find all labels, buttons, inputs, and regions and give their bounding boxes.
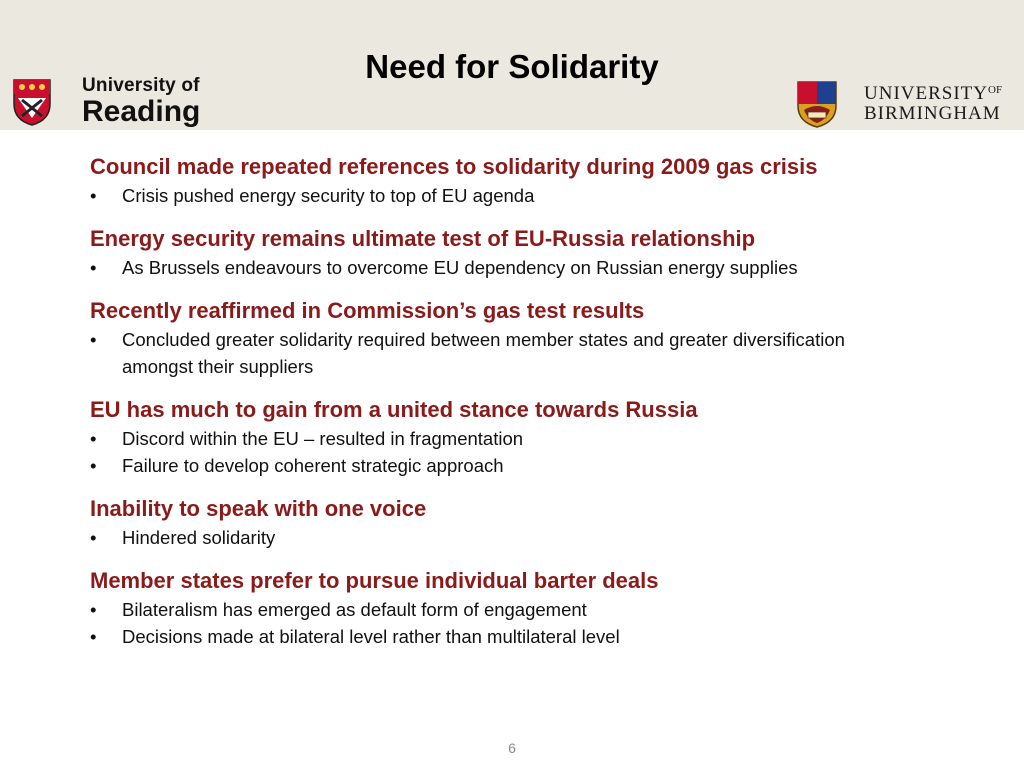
section-energy-security bbox=[90, 224, 990, 281]
bullet-item: • Bilateralism has emerged as default form of engagement bbox=[90, 596, 990, 623]
birmingham-logo-of: OF bbox=[988, 84, 1003, 97]
section-solidarity-2009 bbox=[90, 152, 990, 209]
birmingham-logo-line1: UNIVERSITY bbox=[864, 83, 988, 105]
section-commission-gas-test bbox=[90, 296, 990, 380]
section-one-voice bbox=[90, 494, 990, 551]
slide-title: Need for Solidarity bbox=[365, 48, 659, 85]
section-heading: EU has much to gain from a united stance towards Russia bbox=[90, 397, 698, 422]
university-of-birmingham-logo bbox=[796, 80, 1002, 128]
section-united-stance bbox=[90, 395, 990, 479]
bullet-item: • Concluded greater solidarity required between member states and greater diversification amongst their suppliers bbox=[90, 326, 890, 380]
bullet-item: • Hindered solidarity bbox=[90, 524, 990, 551]
section-heading: Energy security remains ultimate test of EU-Russia relationship bbox=[90, 226, 756, 251]
birmingham-logo-line2: BIRMINGHAM bbox=[864, 103, 1001, 124]
slide-content bbox=[90, 152, 990, 665]
bullet-item: • Crisis pushed energy security to top of EU agenda bbox=[90, 182, 990, 209]
section-heading: Inability to speak with one voice bbox=[90, 496, 427, 521]
section-barter-deals bbox=[90, 566, 990, 650]
section-heading: Council made repeated references to solidarity during 2009 gas crisis bbox=[90, 154, 818, 179]
section-heading: Recently reaffirmed in Commission’s gas test results bbox=[90, 298, 645, 323]
section-heading: Member states prefer to pursue individual barter deals bbox=[90, 568, 659, 593]
page-number: 6 bbox=[508, 740, 516, 756]
bullet-item: • Discord within the EU – resulted in fragmentation bbox=[90, 425, 990, 452]
birmingham-crest-icon bbox=[796, 80, 838, 128]
bullet-item: • Decisions made at bilateral level rather than multilateral level bbox=[90, 623, 990, 650]
bullet-item: • Failure to develop coherent strategic approach bbox=[90, 452, 990, 479]
bullet-item: • As Brussels endeavours to overcome EU dependency on Russian energy supplies bbox=[90, 254, 990, 281]
reading-logo-line2: Reading bbox=[82, 95, 201, 128]
reading-logo-line1: University of bbox=[82, 75, 200, 96]
